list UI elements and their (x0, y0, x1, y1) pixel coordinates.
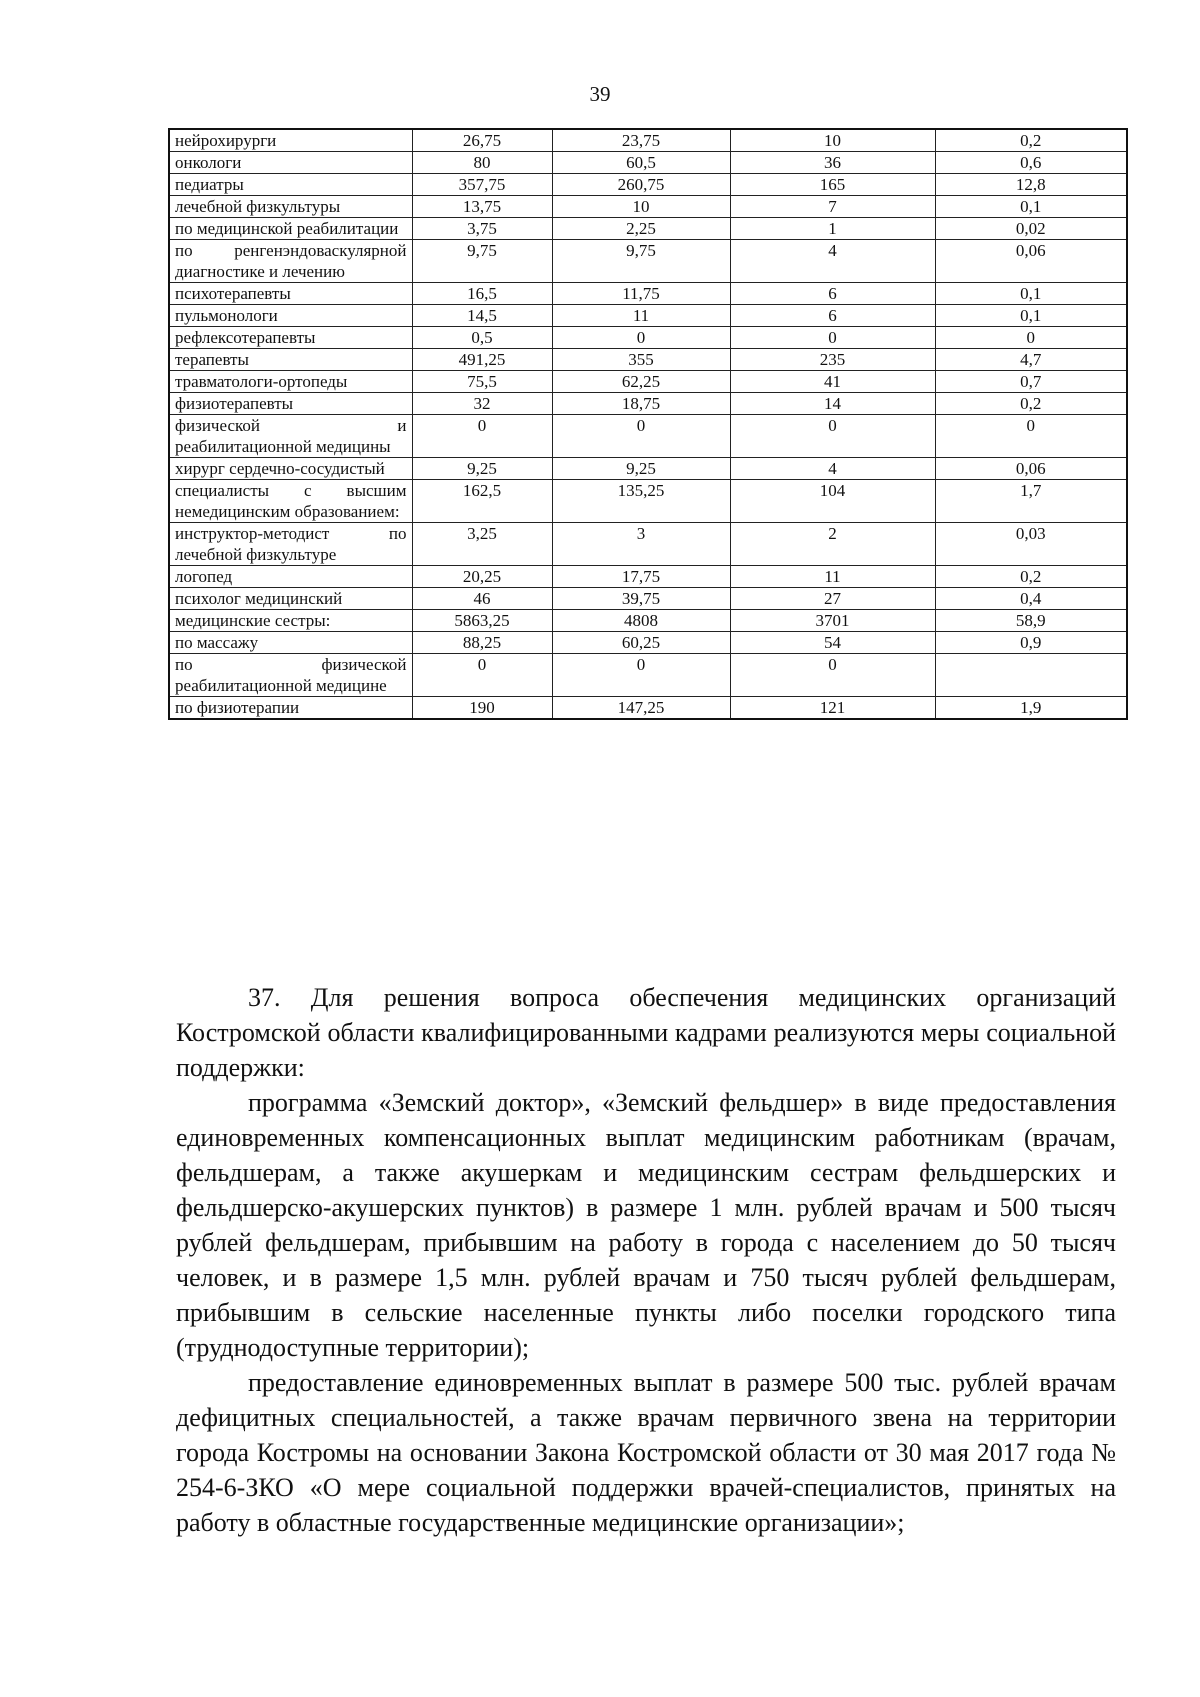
table-row (169, 218, 1127, 240)
table-row (169, 371, 1127, 393)
value-cell: 11 (730, 566, 935, 588)
paragraph-zemsky-program: программа «Земский доктор», «Земский фельдшер» в виде предоставления единовременных компенсационных выплат медицинским работникам (врачам, фельдшерам, а также акушеркам и медицинским сестрам фельдшерских и фельдшерско-акушерских пунктов) в размере 1 млн. рублей врачам и 500 тысяч рублей фельдшерам, прибывшим на работу в города с населением до 50 тысяч человек, и в размере 1,5 млн. рублей врачам и 750 тысяч рублей фельдшерам, прибывшим в сельские населенные пункты либо поселки городского типа (труднодоступные территории); (176, 1088, 1116, 1362)
table-row (169, 480, 1127, 523)
row-label: по массажу (169, 632, 412, 654)
table-row (169, 240, 1127, 283)
table-row (169, 632, 1127, 654)
value-cell: 9,25 (552, 458, 730, 480)
value-cell: 0,1 (935, 196, 1127, 218)
value-cell: 9,75 (412, 240, 552, 283)
value-cell: 9,75 (552, 240, 730, 283)
value-cell: 16,5 (412, 283, 552, 305)
value-cell: 80 (412, 152, 552, 174)
value-cell: 3,25 (412, 523, 552, 566)
page-number: 39 (589, 82, 611, 106)
table-row (169, 523, 1127, 566)
row-label: педиатры (169, 174, 412, 196)
value-cell: 355 (552, 349, 730, 371)
value-cell: 4,7 (935, 349, 1127, 371)
value-cell: 0,9 (935, 632, 1127, 654)
table-row (169, 305, 1127, 327)
table-row (169, 152, 1127, 174)
value-cell: 3,75 (412, 218, 552, 240)
value-cell: 18,75 (552, 393, 730, 415)
staffing-table-body (169, 129, 1127, 719)
value-cell: 7 (730, 196, 935, 218)
value-cell: 190 (412, 697, 552, 720)
value-cell: 357,75 (412, 174, 552, 196)
value-cell: 0,7 (935, 371, 1127, 393)
table-row (169, 196, 1127, 218)
value-cell: 147,25 (552, 697, 730, 720)
value-cell: 75,5 (412, 371, 552, 393)
value-cell: 1 (730, 218, 935, 240)
row-label: онкологи (169, 152, 412, 174)
value-cell: 13,75 (412, 196, 552, 218)
value-cell (935, 654, 1127, 697)
row-label: по ренгенэндоваскулярной диагностике и лечению (169, 240, 412, 283)
value-cell: 11,75 (552, 283, 730, 305)
value-cell: 0 (412, 415, 552, 458)
value-cell: 11 (552, 305, 730, 327)
value-cell: 0 (552, 415, 730, 458)
value-cell: 260,75 (552, 174, 730, 196)
row-label: хирург сердечно-сосудистый (169, 458, 412, 480)
value-cell: 20,25 (412, 566, 552, 588)
table-row (169, 393, 1127, 415)
table-row (169, 174, 1127, 196)
value-cell: 23,75 (552, 129, 730, 152)
value-cell: 0,06 (935, 458, 1127, 480)
value-cell: 4 (730, 458, 935, 480)
value-cell: 0 (730, 654, 935, 697)
value-cell: 162,5 (412, 480, 552, 523)
value-cell: 6 (730, 305, 935, 327)
value-cell: 10 (552, 196, 730, 218)
row-label: травматологи-ортопеды (169, 371, 412, 393)
table-row (169, 654, 1127, 697)
value-cell: 26,75 (412, 129, 552, 152)
value-cell: 12,8 (935, 174, 1127, 196)
value-cell: 3 (552, 523, 730, 566)
row-label: по физической реабилитационной медицине (169, 654, 412, 697)
value-cell: 41 (730, 371, 935, 393)
value-cell: 0 (552, 327, 730, 349)
row-label: терапевты (169, 349, 412, 371)
table-row (169, 566, 1127, 588)
row-label: нейрохирурги (169, 129, 412, 152)
value-cell: 5863,25 (412, 610, 552, 632)
value-cell: 0,5 (412, 327, 552, 349)
value-cell: 0,6 (935, 152, 1127, 174)
row-label: пульмонологи (169, 305, 412, 327)
value-cell: 0,02 (935, 218, 1127, 240)
row-label: психотерапевты (169, 283, 412, 305)
value-cell: 88,25 (412, 632, 552, 654)
value-cell: 0,1 (935, 305, 1127, 327)
value-cell: 0 (730, 327, 935, 349)
row-label: лечебной физкультуры (169, 196, 412, 218)
value-cell: 60,25 (552, 632, 730, 654)
value-cell: 36 (730, 152, 935, 174)
value-cell: 0 (730, 415, 935, 458)
table-row (169, 697, 1127, 720)
row-label: физической и реабилитационной медицины (169, 415, 412, 458)
value-cell: 0 (935, 327, 1127, 349)
table-row (169, 588, 1127, 610)
value-cell: 0 (552, 654, 730, 697)
row-label: физиотерапевты (169, 393, 412, 415)
value-cell: 3701 (730, 610, 935, 632)
value-cell: 9,25 (412, 458, 552, 480)
value-cell: 0,2 (935, 129, 1127, 152)
value-cell: 0 (412, 654, 552, 697)
value-cell: 46 (412, 588, 552, 610)
value-cell: 121 (730, 697, 935, 720)
value-cell: 54 (730, 632, 935, 654)
row-label: инструктор-методист по лечебной физкультуре (169, 523, 412, 566)
value-cell: 0,06 (935, 240, 1127, 283)
table-row (169, 458, 1127, 480)
value-cell: 0,03 (935, 523, 1127, 566)
value-cell: 2 (730, 523, 935, 566)
value-cell: 235 (730, 349, 935, 371)
row-label: медицинские сестры: (169, 610, 412, 632)
row-label: логопед (169, 566, 412, 588)
value-cell: 27 (730, 588, 935, 610)
value-cell: 1,9 (935, 697, 1127, 720)
value-cell: 17,75 (552, 566, 730, 588)
value-cell: 4808 (552, 610, 730, 632)
table-row (169, 610, 1127, 632)
value-cell: 60,5 (552, 152, 730, 174)
value-cell: 39,75 (552, 588, 730, 610)
row-label: по медицинской реабилитации (169, 218, 412, 240)
value-cell: 2,25 (552, 218, 730, 240)
value-cell: 10 (730, 129, 935, 152)
value-cell: 491,25 (412, 349, 552, 371)
row-label: рефлексотерапевты (169, 327, 412, 349)
row-label: специалисты с высшим немедицинским образованием: (169, 480, 412, 523)
paragraph-one-time-payments: предоставление единовременных выплат в размере 500 тыс. рублей врачам дефицитных специальностей, а также врачам первичного звена на территории города Костромы на основании Закона Костромской области от 30 мая 2017 года № 254-6-ЗКО «О мере социальной поддержки врачей-специалистов, принятых на работу в областные государственные медицинские организации»; (176, 1368, 1116, 1537)
value-cell: 32 (412, 393, 552, 415)
value-cell: 0,1 (935, 283, 1127, 305)
value-cell: 165 (730, 174, 935, 196)
value-cell: 62,25 (552, 371, 730, 393)
value-cell: 0,2 (935, 566, 1127, 588)
value-cell: 0,2 (935, 393, 1127, 415)
staffing-table (168, 128, 1128, 720)
value-cell: 1,7 (935, 480, 1127, 523)
table-row (169, 327, 1127, 349)
row-label: психолог медицинский (169, 588, 412, 610)
table-row (169, 129, 1127, 152)
value-cell: 0,4 (935, 588, 1127, 610)
value-cell: 135,25 (552, 480, 730, 523)
value-cell: 104 (730, 480, 935, 523)
row-label: по физиотерапии (169, 697, 412, 720)
paragraph-37-intro: 37. Для решения вопроса обеспечения медицинских организаций Костромской области квалифицированными кадрами реализуются меры социальной поддержки: (176, 983, 1116, 1082)
value-cell: 6 (730, 283, 935, 305)
value-cell: 0 (935, 415, 1127, 458)
table-row (169, 349, 1127, 371)
table-row (169, 415, 1127, 458)
value-cell: 14,5 (412, 305, 552, 327)
value-cell: 4 (730, 240, 935, 283)
body-text (176, 980, 1116, 1540)
value-cell: 58,9 (935, 610, 1127, 632)
table-row (169, 283, 1127, 305)
value-cell: 14 (730, 393, 935, 415)
